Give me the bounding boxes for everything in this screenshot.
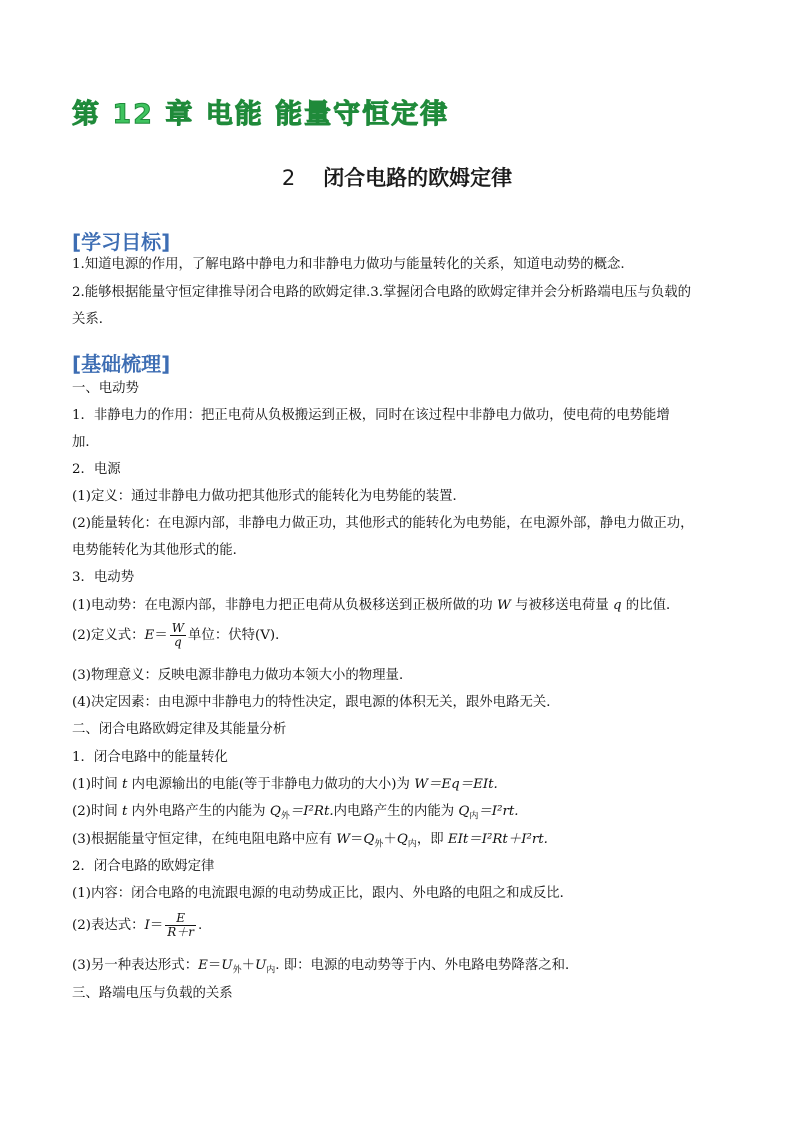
section-2-title: 二、闭合电路欧姆定律及其能量分析 [72, 722, 287, 737]
goal-line-3: 关系． [72, 312, 113, 327]
para-2-1: 1．闭合电路中的能量转化 [72, 750, 228, 765]
fraction-W-over-q: $\frac{W}{q}$ [171, 621, 185, 649]
para-1-2: 2．电源 [72, 462, 121, 477]
lesson-number: 2 [281, 166, 296, 190]
chapter-title: 第 12 章 电能 能量守恒定律 [72, 99, 450, 130]
para-1-3-4: (4)决定因素：由电源中非静电力的特性决定，跟电源的体积无关，跟外电路无关． [72, 695, 560, 710]
section-1-title: 一、电动势 [72, 381, 139, 396]
para-2-1-2: (2)时间 t 内外电路产生的内能为 $Q_外=I^2Rt$.内电路产生的内能为 $Q_内=I^2rt$. [72, 804, 519, 822]
para-1-2-2a: (2)能量转化：在电源内部，非静电力做正功，其他形式的能转化为电势能，在电源外部，静电力做正功， [72, 516, 694, 531]
fraction-E-over-R-plus-r: $\frac{E}{R+r}$ [167, 911, 194, 939]
basics-heading: [基础梳理] [72, 352, 171, 376]
lesson-title [0, 162, 794, 192]
goal-line-1: 1.知道电源的作用，了解电路中静电力和非静电力做功与能量转化的关系，知道电动势的概念. [72, 257, 625, 272]
section-3-title: 三、路端电压与负载的关系 [72, 986, 233, 1001]
para-1-2-1: (1)定义：通过非静电力做功把其他形式的能转化为电势能的装置． [72, 489, 466, 504]
para-1-1b: 加． [72, 435, 99, 450]
para-1-2-2b: 电势能转化为其他形式的能． [72, 543, 247, 558]
para-2-2-1: (1)内容：闭合电路的电流跟电源的电动势成正比，跟内、外电路的电阻之和成反比． [72, 886, 574, 901]
goals-heading: [学习目标] [72, 230, 171, 254]
goal-line-2: 2.能够根据能量守恒定律推导闭合电路的欧姆定律.3.掌握闭合电路的欧姆定律并会分析路端电压与负载的 [72, 285, 691, 300]
para-1-3-1: (1)电动势：在电源内部，非静电力把正电荷从负极移送到正极所做的功 W 与被移送电荷量 q 的比值． [72, 598, 680, 613]
para-1-3-3: (3)物理意义：反映电源非静电力做功本领大小的物理量． [72, 668, 413, 683]
para-1-1a: 1．非静电力的作用：把正电荷从负极搬运到正极，同时在该过程中非静电力做功，使电荷的电势能增 [72, 408, 670, 423]
lesson-name: 闭合电路的欧姆定律 [323, 166, 513, 190]
para-2-1-3: (3)根据能量守恒定律，在纯电阻电路中应有 $W=Q_外+Q_内$，即 EIt＝I²Rt＋I²rt. [72, 832, 548, 850]
para-2-1-1: (1)时间 t 内电源输出的电能(等于非静电力做功的大小)为 W＝Eq＝EIt. [72, 777, 498, 792]
para-1-3-2: (2)定义式：E＝ $\frac{W}{q}$ 单位：伏特(V)． [72, 621, 289, 649]
para-2-2-2: (2)表达式：I＝ $\frac{E}{R+r}$ . [72, 911, 203, 939]
para-2-2: 2．闭合电路的欧姆定律 [72, 859, 215, 874]
para-2-2-3: (3)另一种表达形式：$E=U_外+U_内$. 即：电源的电动势等于内、外电路电势降落之和． [72, 958, 579, 976]
para-1-3: 3．电动势 [72, 570, 135, 585]
